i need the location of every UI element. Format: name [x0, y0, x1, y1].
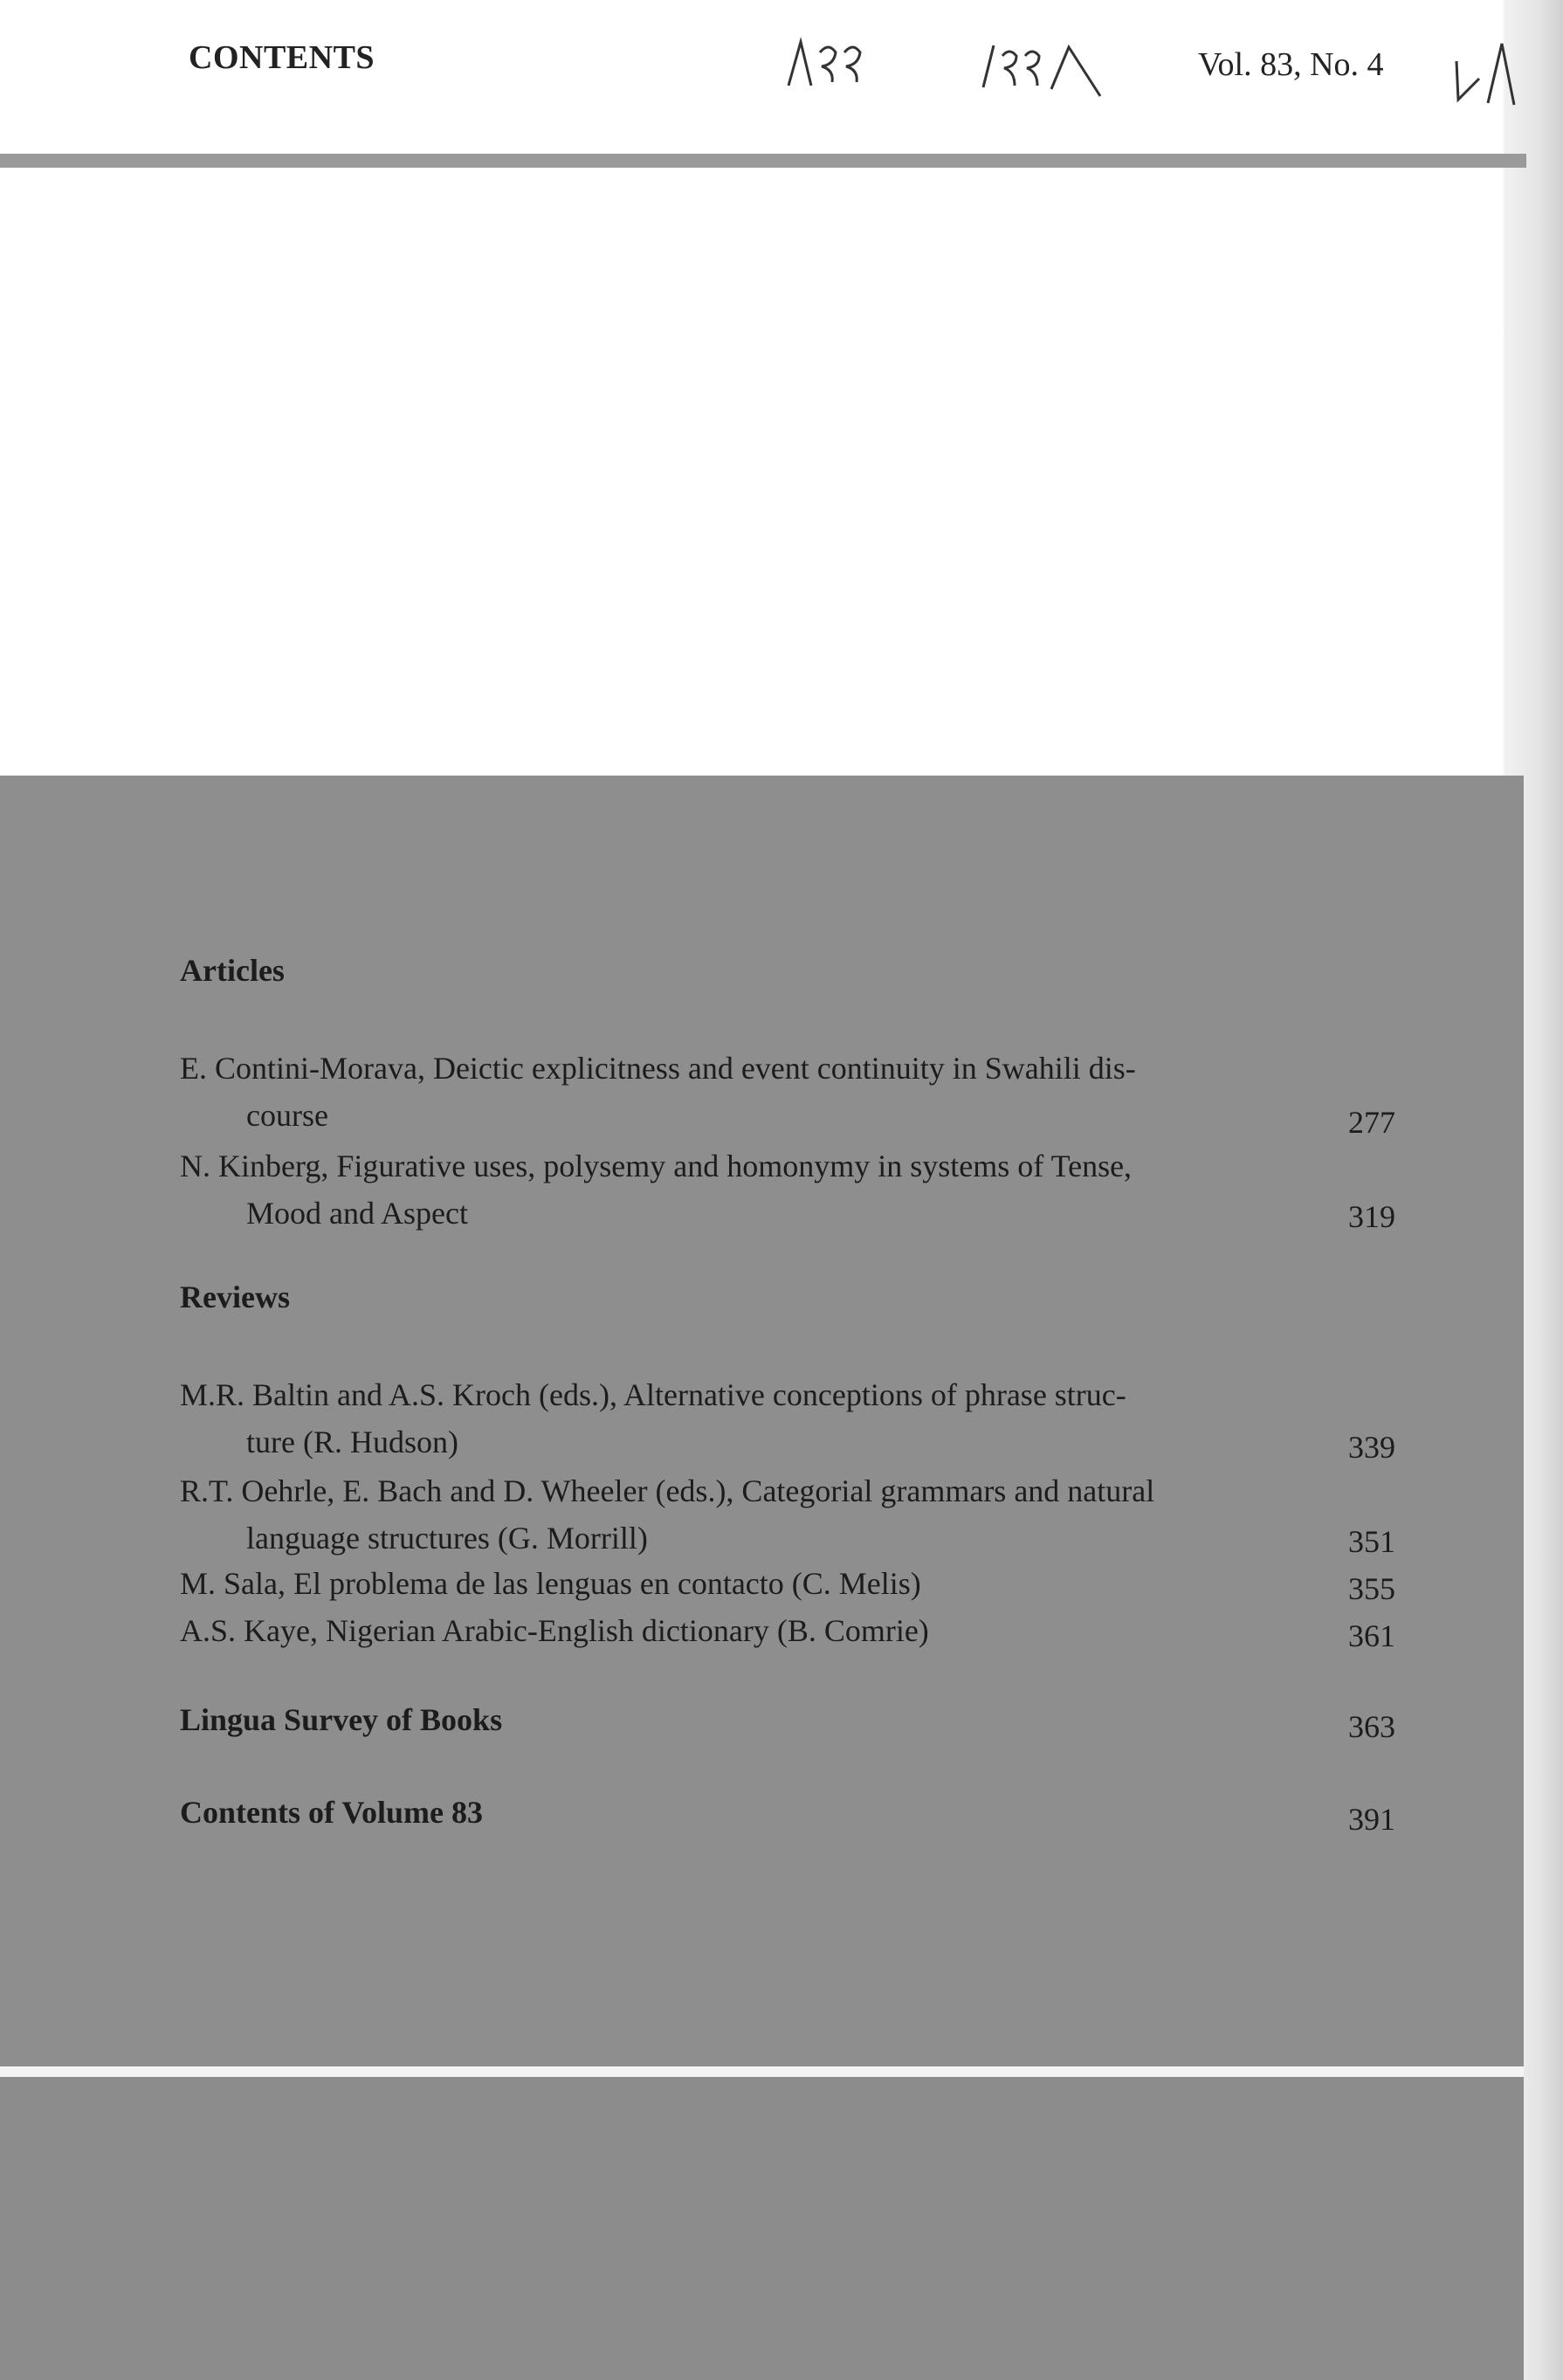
contents-of-volume: Contents of Volume 83 [180, 1795, 484, 1830]
article-2-line-2: Mood and Aspect [246, 1196, 468, 1231]
review-4-page: 361 [1348, 1618, 1395, 1653]
review-1-page: 339 [1348, 1430, 1395, 1465]
review-1-line-1: M.R. Baltin and A.S. Kroch (eds.), Alternative conceptions of phrase struc- [180, 1377, 1126, 1412]
review-2-page: 351 [1348, 1524, 1395, 1559]
review-entry-1 [180, 1371, 1263, 1466]
survey-page: 363 [1348, 1709, 1395, 1744]
article-2-page: 319 [1348, 1199, 1395, 1234]
review-3-page: 355 [1348, 1571, 1395, 1606]
volume-issue: Vol. 83, No. 4 [1198, 46, 1384, 83]
article-entry-1 [180, 1045, 1263, 1139]
article-entry-2 [180, 1142, 1263, 1237]
bottom-panel [0, 2077, 1524, 2380]
bottom-rule [0, 2066, 1524, 2077]
review-entry-4 [180, 1607, 1263, 1654]
article-2-line-1: N. Kinberg, Figurative uses, polysemy and homonymy in systems of Tense, [180, 1149, 1133, 1183]
review-1-line-2: ture (R. Hudson) [246, 1425, 458, 1459]
review-entry-3 [180, 1560, 1263, 1607]
survey-of-books: Lingua Survey of Books [180, 1702, 503, 1737]
contents-title: CONTENTS [189, 39, 375, 76]
handwritten-mark-1 [782, 26, 878, 96]
article-1-line-2: course [246, 1098, 328, 1133]
reviews-heading: Reviews [180, 1280, 290, 1314]
handwritten-mark-2 [978, 26, 1109, 105]
articles-heading: Articles [180, 953, 285, 988]
review-4-line-1: A.S. Kaye, Nigerian Arabic-English dictionary (B. Comrie) [180, 1613, 929, 1648]
review-entry-2 [180, 1467, 1263, 1562]
volume-contents-page: 391 [1348, 1802, 1395, 1837]
handwritten-mark-3 [1449, 26, 1519, 114]
review-3-line-1: M. Sala, El problema de las lenguas en contacto (C. Melis) [180, 1566, 921, 1601]
review-2-line-2: language structures (G. Morrill) [246, 1521, 648, 1556]
article-1-page: 277 [1348, 1105, 1395, 1140]
review-2-line-1: R.T. Oehrle, E. Bach and D. Wheeler (eds.), Categorial grammars and natural [180, 1473, 1155, 1508]
header-rule [0, 154, 1526, 168]
article-1-line-1: E. Contini-Morava, Deictic explicitness and event continuity in Swahili dis- [180, 1051, 1136, 1086]
